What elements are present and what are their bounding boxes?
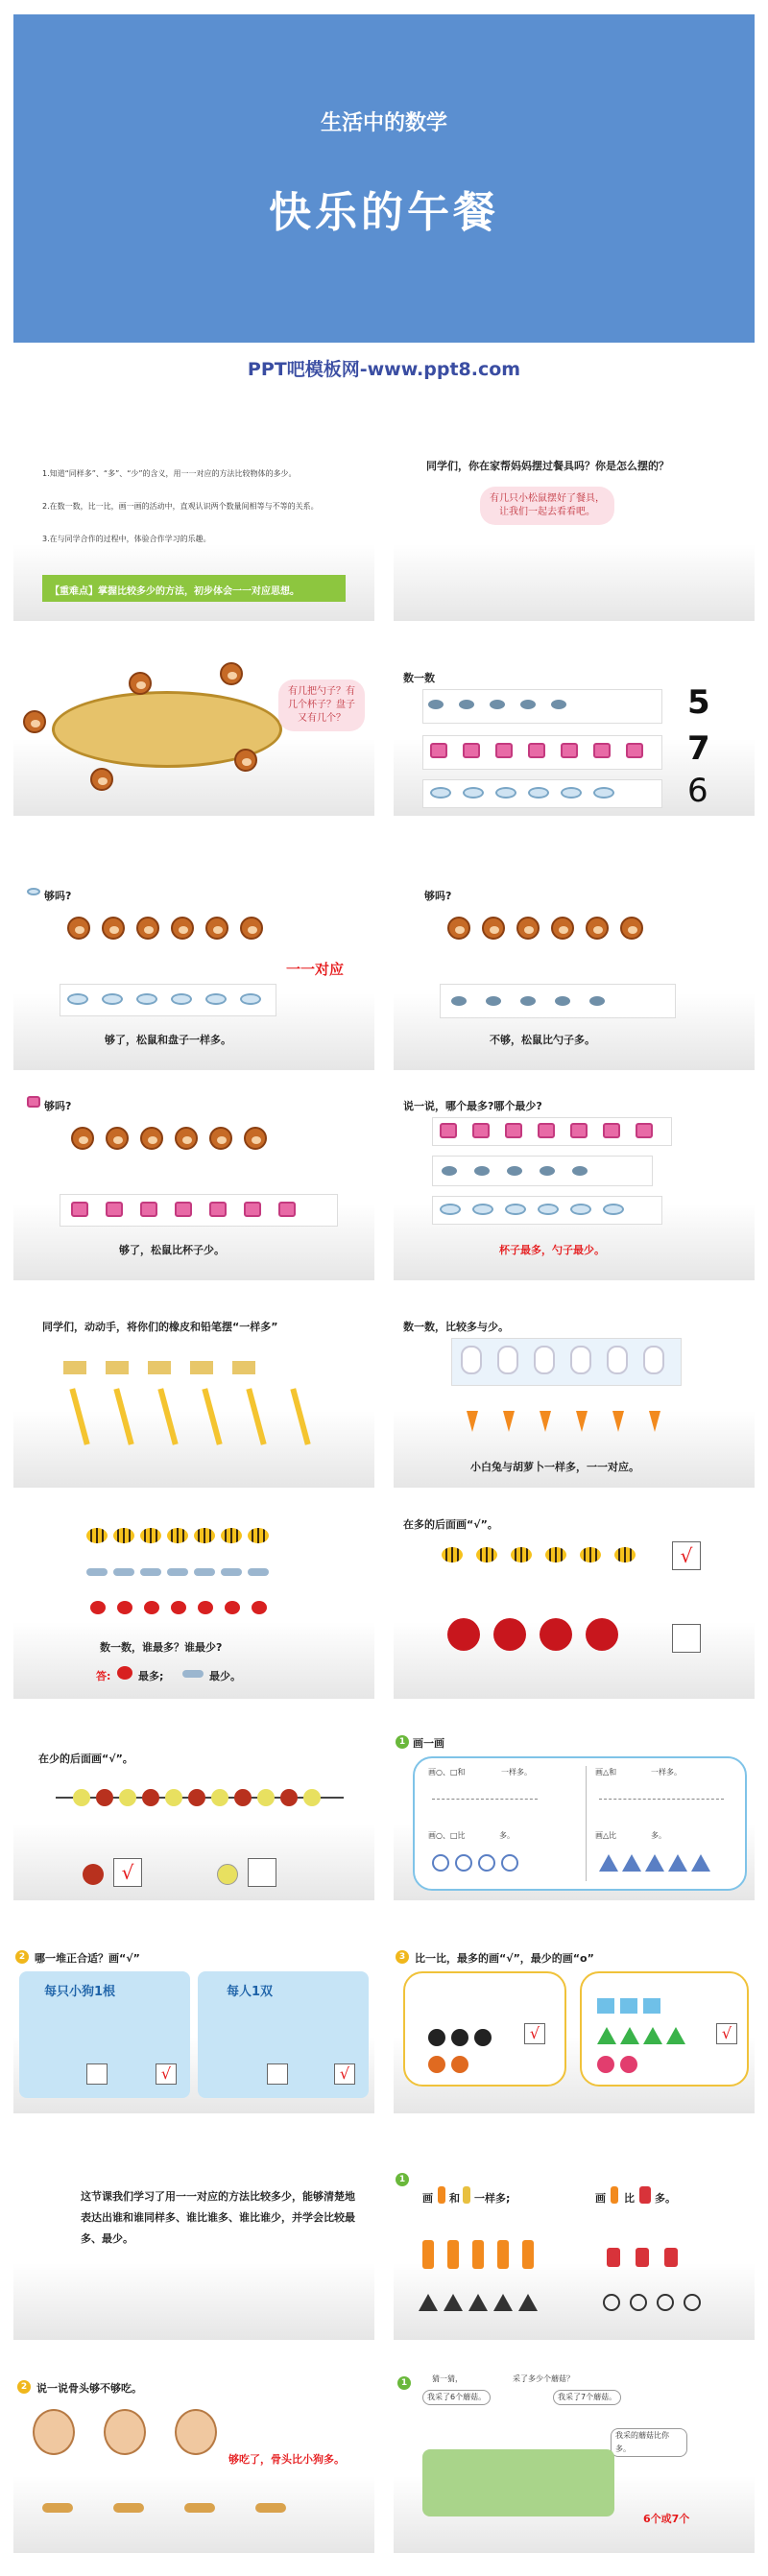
rabbit-icon	[461, 1346, 482, 1374]
plate-icon	[27, 888, 40, 895]
flower-icon	[586, 1618, 618, 1651]
answer-most: 最多;	[138, 1670, 164, 1682]
carrot-icon	[576, 1411, 588, 1432]
ladybug-icon	[117, 1666, 132, 1680]
bead-icon	[280, 1789, 298, 1806]
plate-icon	[440, 1204, 461, 1215]
bee-icon	[442, 1547, 463, 1562]
slide-which-pile	[13, 1921, 374, 2113]
dog-icon	[33, 2409, 75, 2455]
bead-icon	[234, 1789, 252, 1806]
less-checkbox-checked[interactable]: √	[113, 1858, 142, 1887]
count-spoons: 5	[687, 683, 710, 722]
bee-icon	[511, 1547, 532, 1562]
squirrel-icon	[171, 917, 194, 940]
square-icon	[597, 1998, 614, 2014]
eraser-icon	[106, 1361, 129, 1374]
squirrel-icon	[244, 1127, 267, 1150]
plate-icon	[593, 787, 614, 799]
ball-icon	[428, 2029, 445, 2046]
bottle-icon	[497, 2240, 509, 2269]
plate-icon	[67, 993, 88, 1005]
slide-most-least	[394, 1088, 755, 1280]
squirrel-icon	[482, 917, 505, 940]
pencil-icon	[290, 1388, 310, 1445]
bee-icon	[614, 1547, 636, 1562]
triangle-icon	[444, 2294, 463, 2311]
eraser-icon	[232, 1361, 255, 1374]
cup-icon	[495, 743, 513, 758]
draw-left-tail: 一样多。	[501, 1768, 532, 1777]
pencil-icon	[157, 1388, 178, 1445]
triangle-icon	[668, 1854, 687, 1872]
bead-icon	[257, 1789, 275, 1806]
triangle-icon	[518, 2294, 538, 2311]
draw-line	[432, 1799, 538, 1800]
carrot-icon	[540, 1411, 551, 1432]
plate-icon	[603, 1204, 624, 1215]
circle-icon	[630, 2294, 647, 2311]
answer-least: 最少。	[209, 1670, 241, 1682]
pencil-icon	[113, 1388, 133, 1445]
step-badge: 1	[396, 1735, 409, 1749]
plate-icon	[472, 1204, 493, 1215]
cup-icon	[505, 1123, 522, 1138]
squirrel-icon	[447, 917, 470, 940]
slide-insects	[13, 1507, 374, 1699]
bee-icon	[140, 1528, 161, 1543]
flower-icon	[447, 1618, 480, 1651]
carrot-icon	[467, 1411, 478, 1432]
slide-most-least-mark	[394, 1921, 755, 2113]
eraser-icon	[63, 1361, 86, 1374]
enough-caption: 够了，松鼠和盘子一样多。	[105, 1034, 231, 1046]
cup-icon	[175, 1202, 192, 1217]
ball-icon	[451, 2056, 468, 2073]
goal-3: 3.在与同学合作的过程中，体验合作学习的乐趣。	[42, 535, 211, 543]
squirrel-icon	[71, 1127, 94, 1150]
bone-icon	[184, 2503, 215, 2513]
circle-icon	[455, 1854, 472, 1872]
slide-hands-on	[13, 1296, 374, 1488]
jar-icon	[664, 2248, 678, 2267]
slide-rabbits-carrots	[394, 1296, 755, 1488]
spoon-icons	[426, 695, 589, 718]
plate-icon	[102, 993, 123, 1005]
jar-icon	[607, 2248, 620, 2267]
draw-more-left: 画	[595, 2192, 606, 2205]
draw-equal-left: 画	[422, 2192, 433, 2205]
dog-checkbox-empty[interactable]	[86, 2063, 108, 2085]
ladybug-icon	[171, 1601, 186, 1614]
enough-title: 够吗?	[44, 1100, 72, 1112]
more-checkbox-empty[interactable]	[672, 1624, 701, 1653]
cup-icon	[71, 1202, 88, 1217]
squirrel-icon	[516, 917, 540, 940]
mid-speech: 我采了7个蘑菇。	[553, 2390, 621, 2405]
ladybug-icon	[252, 1601, 267, 1614]
squirrel-icon	[175, 1127, 198, 1150]
insect-question: 数一数，谁最多？谁最少?	[100, 1641, 223, 1654]
cup-icon	[440, 1123, 457, 1138]
dog-checkbox[interactable]: √	[156, 2063, 177, 2085]
draw-more-mid: 比	[624, 2192, 635, 2205]
enough-title: 够吗?	[44, 890, 72, 902]
goal-2: 2.在数一数，比一比，画一画的活动中，直观认识两个数量间相等与不等的关系。	[42, 502, 319, 511]
bead-icon	[142, 1789, 159, 1806]
squirrel-icon	[205, 917, 228, 940]
red-bead-icon	[83, 1864, 104, 1885]
bee-icon	[221, 1528, 242, 1543]
slide-intro	[394, 429, 755, 621]
slide-bones	[13, 2361, 374, 2553]
squirrel-icon	[129, 672, 152, 695]
count-plates: 6	[687, 772, 708, 810]
bead-icon	[73, 1789, 90, 1806]
mark-less-title: 在少的后面画“√”。	[38, 1753, 133, 1765]
dragonfly-icon	[182, 1670, 204, 1678]
people-label: 每人1双	[227, 1985, 274, 1999]
dragonfly-icon	[113, 1568, 134, 1576]
pencil-icon	[69, 1388, 89, 1445]
cup-icon	[603, 1123, 620, 1138]
enough-caption: 够了，松鼠比杯子少。	[119, 1244, 225, 1256]
cup-icon	[244, 1202, 261, 1217]
pencil-icon	[202, 1388, 222, 1445]
cup-icon	[528, 743, 545, 758]
bee-icon	[113, 1528, 134, 1543]
ladybug-icon	[198, 1601, 213, 1614]
squirrel-icon	[620, 917, 643, 940]
slide-table-scene	[13, 624, 374, 816]
bottle-icon	[472, 2240, 484, 2269]
ball-icon	[620, 2056, 637, 2073]
ball-icon	[597, 2056, 614, 2073]
circle-icon	[478, 1854, 495, 1872]
dog-label: 每只小狗1根	[44, 1985, 116, 1999]
draw-equal-mid: 和	[449, 2192, 460, 2205]
carrot-icon	[503, 1411, 515, 1432]
bee-icon	[86, 1528, 108, 1543]
squirrel-icon	[67, 917, 90, 940]
goal-1: 1.知道“同样多”、“多”、“少”的含义，用一一对应的方法比较物体的多少。	[42, 469, 297, 478]
draw-bottom-right-tail: 多。	[651, 1831, 666, 1840]
slide-enough-spoons	[394, 878, 755, 1070]
count-cups: 7	[687, 729, 710, 768]
cup-icon	[570, 1123, 588, 1138]
triangle-icon	[599, 1854, 618, 1872]
cup-icon	[538, 1123, 555, 1138]
intro-question: 同学们，你在家帮妈妈摆过餐具吗？你是怎么摆的？	[426, 460, 669, 472]
one-to-one-label: 一一对应	[286, 961, 345, 978]
squirrel-icon	[240, 917, 263, 940]
rabbit-icon	[534, 1346, 555, 1374]
rabbit-icon	[643, 1346, 664, 1374]
cup-icon	[27, 1096, 40, 1108]
bee-icon	[248, 1528, 269, 1543]
pencil-icon	[463, 2186, 470, 2204]
bead-icon	[188, 1789, 205, 1806]
intro-bubble: 有几只小松鼠摆好了餐具，让我们一起去看看吧。	[480, 487, 614, 525]
squirrel-icon	[209, 1127, 232, 1150]
draw-line	[599, 1799, 724, 1800]
squirrel-icon	[220, 662, 243, 685]
bee-icon	[545, 1547, 566, 1562]
ladybug-icon	[144, 1601, 159, 1614]
dragonfly-icon	[167, 1568, 188, 1576]
cup-icon	[636, 1123, 653, 1138]
ladybug-icon	[90, 1601, 106, 1614]
bee-icon	[167, 1528, 188, 1543]
plate-icon	[240, 993, 261, 1005]
bone-icon	[255, 2503, 286, 2513]
draw-bottom-right: 画△比	[595, 1831, 617, 1840]
enough-caption: 不够，松鼠比勺子多。	[490, 1034, 595, 1046]
dog-icon	[104, 2409, 146, 2455]
plate-icon	[495, 787, 516, 799]
slide-enough-plates	[13, 878, 374, 1070]
right-speech: 我采的蘑菇比你多。	[611, 2428, 687, 2457]
squirrel-icon	[90, 768, 113, 791]
flower-icon	[540, 1618, 572, 1651]
squirrel-icon	[106, 1127, 129, 1150]
guess-title: 猜一猜，	[432, 2374, 463, 2383]
people-checkbox[interactable]: √	[334, 2063, 355, 2085]
cup-icon	[140, 1202, 157, 1217]
yellow-bead-icon	[217, 1864, 238, 1885]
triangle-icon	[419, 2294, 438, 2311]
squirrel-icon	[234, 749, 257, 772]
most-least-title: 说一说，哪个最多?哪个最少?	[403, 1100, 542, 1112]
square-icon	[643, 1998, 660, 2014]
bead-icon	[165, 1789, 182, 1806]
key-point-bar	[42, 575, 346, 602]
dragonfly-icon	[140, 1568, 161, 1576]
bead-icon	[211, 1789, 228, 1806]
ladybug-icon	[117, 1601, 132, 1614]
count-title: 数一数	[403, 672, 435, 684]
slide-draw	[394, 1708, 755, 1900]
dragonfly-icon	[221, 1568, 242, 1576]
squirrel-icon	[586, 917, 609, 940]
circle-icon	[501, 1854, 518, 1872]
slide-summary	[13, 2148, 374, 2340]
squirrel-icon	[136, 917, 159, 940]
spoon-icons	[438, 1161, 630, 1184]
bones-title: 说一说骨头够不够吃。	[36, 2382, 142, 2395]
circle-icon	[432, 1854, 449, 1872]
bee-icon	[194, 1528, 215, 1543]
people-checkbox-empty[interactable]	[267, 2063, 288, 2085]
bead-icon	[96, 1789, 113, 1806]
cup-icon	[430, 743, 447, 758]
cup-icon	[472, 1123, 490, 1138]
eraser-icon	[190, 1361, 213, 1374]
bottle-icon	[522, 2240, 534, 2269]
triangle-icon	[597, 2027, 616, 2044]
draw-bottom-left: 画○、□比	[428, 1831, 466, 1840]
rabbit-caption: 小白兔与胡萝卜一样多，一一对应。	[470, 1461, 639, 1473]
draw-more-tail: 多。	[655, 2192, 676, 2205]
triangle-icon	[620, 2027, 639, 2044]
slide-guess	[394, 2361, 755, 2553]
bottle-icon	[447, 2240, 459, 2269]
squirrel-icon	[551, 917, 574, 940]
dog-icon	[175, 2409, 217, 2455]
pencil-icon	[246, 1388, 266, 1445]
hands-on-title: 同学们，动动手，将你们的橡皮和铅笔摆“一样多”	[42, 1321, 278, 1333]
triangle-icon	[645, 1854, 664, 1872]
draw-right-tail: 一样多。	[651, 1768, 682, 1777]
step-badge: 2	[15, 1950, 29, 1964]
left-checkbox[interactable]: √	[524, 2023, 545, 2044]
bone-icon	[113, 2503, 144, 2513]
ball-icon	[451, 2029, 468, 2046]
bee-icon	[476, 1547, 497, 1562]
eraser-icon	[148, 1361, 171, 1374]
cover-brand: PPT吧模板网-www.ppt8.com	[247, 359, 521, 380]
slide-count	[394, 624, 755, 816]
draw-title: 画一画	[413, 1737, 444, 1750]
step-badge: 1	[396, 2173, 409, 2186]
cup-icon	[106, 1202, 123, 1217]
circle-icon	[684, 2294, 701, 2311]
grass-area	[422, 2449, 614, 2516]
step-badge: 2	[17, 2380, 31, 2394]
triangle-icon	[468, 2294, 488, 2311]
key-text: 掌握比较多少的方法，初步体会一一对应思想。	[98, 586, 300, 597]
triangle-icon	[691, 1854, 710, 1872]
triangle-icon	[666, 2027, 685, 2044]
bottle-icon	[611, 2186, 618, 2204]
dragonfly-icon	[194, 1568, 215, 1576]
most-least-mark-title: 比一比，最多的画“√”，最少的画“o”	[415, 1952, 594, 1965]
triangle-icon	[643, 2027, 662, 2044]
bead-icon	[119, 1789, 136, 1806]
dragonfly-icon	[248, 1568, 269, 1576]
plate-icon	[528, 787, 549, 799]
cup-icon	[209, 1202, 227, 1217]
less-checkbox-empty[interactable]	[248, 1858, 276, 1887]
squirrel-icon	[140, 1127, 163, 1150]
key-label: 【重难点】	[50, 586, 98, 597]
ball-icon	[428, 2056, 445, 2073]
circle-icon	[657, 2294, 674, 2311]
ball-icon	[474, 2029, 492, 2046]
circle-icon	[603, 2294, 620, 2311]
draw-bottom-left-tail: 多。	[499, 1831, 515, 1840]
flower-icon	[493, 1618, 526, 1651]
most-least-caption: 杯子最多，勺子最少。	[499, 1244, 605, 1256]
bead-icon	[303, 1789, 321, 1806]
question-bubble: 有几把勺子？有几个杯子？盘子又有几个？	[278, 680, 365, 731]
squirrel-icon	[23, 710, 46, 733]
rabbit-title: 数一数，比较多与少。	[403, 1321, 509, 1333]
plate-icon	[171, 993, 192, 1005]
answer-label: 答:	[96, 1670, 111, 1682]
bones-caption: 够吃了，骨头比小狗多。	[228, 2453, 345, 2466]
rabbit-icon	[607, 1346, 628, 1374]
bee-icon	[580, 1547, 601, 1562]
cup-row	[60, 1194, 338, 1227]
slide-enough-cups	[13, 1088, 374, 1280]
jar-icon	[636, 2248, 649, 2267]
cup-icon	[561, 743, 578, 758]
spoon-icons	[447, 991, 639, 1014]
cup-icon	[626, 743, 643, 758]
jar-icon	[639, 2186, 651, 2204]
triangle-icon	[622, 1854, 641, 1872]
cup-icon	[463, 743, 480, 758]
plate-icon	[430, 787, 451, 799]
cover-slide	[13, 14, 755, 385]
draw-left-line: 画○、□和	[428, 1768, 466, 1777]
plate-icon	[205, 993, 227, 1005]
which-pile-title: 哪一堆正合适？画“√”	[35, 1952, 140, 1965]
slide-mark-less	[13, 1708, 374, 1900]
triangle-icon	[493, 2294, 513, 2311]
plate-icon	[505, 1204, 526, 1215]
plate-icon	[570, 1204, 591, 1215]
ladybug-icon	[225, 1601, 240, 1614]
enough-title: 够吗?	[424, 890, 452, 902]
bottle-icon	[422, 2240, 434, 2269]
slide-mark-more	[394, 1507, 755, 1699]
plate-icon	[561, 787, 582, 799]
plate-icon	[538, 1204, 559, 1215]
plate-icon	[463, 787, 484, 799]
draw-divider	[586, 1766, 587, 1881]
cup-icon	[278, 1202, 296, 1217]
slide-draw-equal	[394, 2148, 755, 2340]
more-checkbox-checked[interactable]: √	[672, 1541, 701, 1570]
cover-title: 快乐的午餐	[269, 188, 499, 237]
guess-answer: 6个或7个	[643, 2513, 690, 2525]
squirrel-icon	[102, 917, 125, 940]
carrot-icon	[649, 1411, 660, 1432]
rabbit-icon	[497, 1346, 518, 1374]
draw-right-line: 画△和	[595, 1768, 617, 1777]
cover-subtitle: 生活中的数学	[320, 111, 447, 135]
step-badge: 1	[397, 2376, 411, 2390]
bone-icon	[42, 2503, 73, 2513]
cup-icon	[593, 743, 611, 758]
mark-more-title: 在多的后面画“√”。	[403, 1518, 498, 1531]
square-icon	[620, 1998, 637, 2014]
bottle-icon	[438, 2186, 445, 2204]
rabbit-icon	[570, 1346, 591, 1374]
plate-icon	[136, 993, 157, 1005]
carrot-icon	[612, 1411, 624, 1432]
right-checkbox[interactable]: √	[716, 2023, 737, 2044]
left-speech: 我采了6个蘑菇。	[422, 2390, 491, 2405]
slide-goals	[13, 429, 374, 621]
step-badge: 3	[396, 1950, 409, 1964]
guess-question: 采了多少个蘑菇？	[513, 2374, 574, 2383]
summary-text: 这节课我们学习了用一一对应的方法比较多少，能够清楚地表达出谁和谁同样多、谁比谁多、谁比谁少，并学会比较最多、最少。	[81, 2190, 355, 2245]
draw-equal-tail: 一样多;	[474, 2192, 511, 2205]
dragonfly-icon	[86, 1568, 108, 1576]
